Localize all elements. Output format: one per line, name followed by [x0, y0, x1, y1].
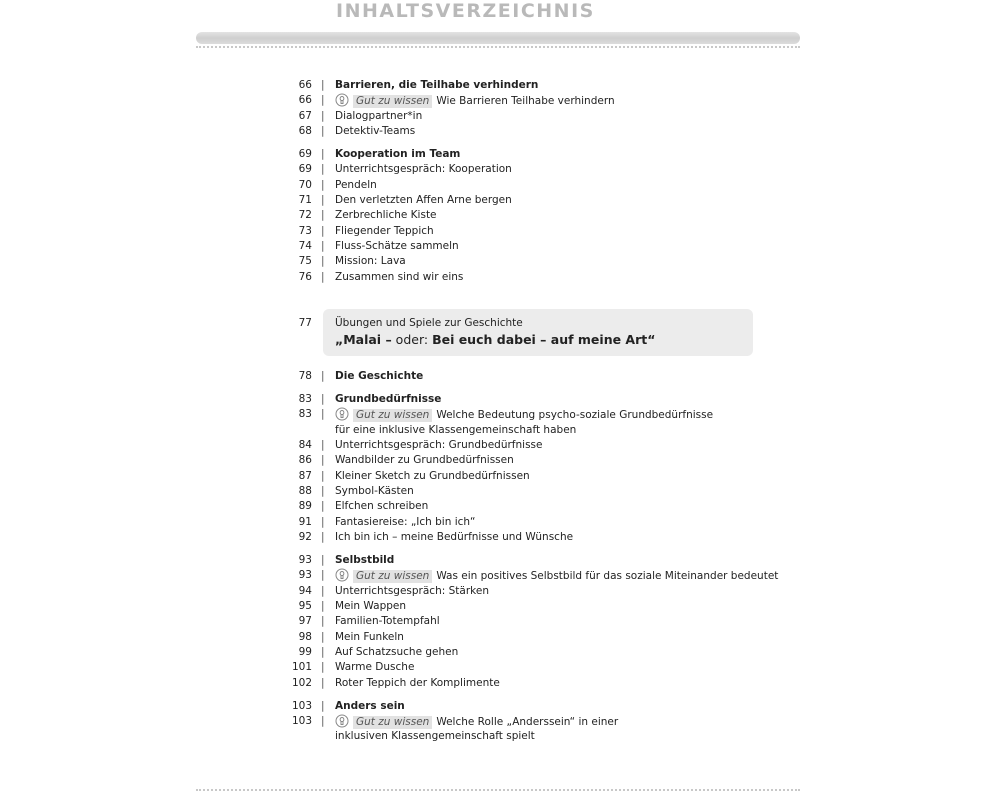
toc-entry — [0, 407, 1000, 422]
toc-separator: | — [321, 661, 325, 674]
toc-entry-text: Gut zu wissen Wie Barrieren Teilhabe verhindern — [335, 93, 615, 109]
toc-separator: | — [321, 584, 325, 597]
bottom-dotted-divider — [196, 789, 800, 791]
toc-separator: | — [321, 255, 325, 268]
toc-separator: | — [321, 209, 325, 222]
toc-separator: | — [321, 484, 325, 497]
toc-separator: | — [321, 147, 325, 160]
toc-page-number: 89 — [298, 500, 312, 513]
highlight-title — [335, 332, 655, 347]
header-brush-stroke — [196, 32, 800, 44]
toc-page-number: 101 — [291, 661, 312, 674]
toc-entry — [0, 178, 1000, 193]
toc-entry — [0, 515, 1000, 530]
toc-section-heading: Kooperation im Team — [335, 147, 461, 160]
toc-entry — [0, 469, 1000, 484]
toc-separator: | — [321, 515, 325, 528]
toc-separator: | — [321, 94, 325, 107]
toc-entry-text: inklusiven Klassengemeinschaft spielt — [335, 730, 535, 743]
toc-separator: | — [321, 109, 325, 122]
toc-entry-text: Mein Funkeln — [335, 630, 404, 643]
toc-page-number: 69 — [298, 163, 312, 176]
toc-page-number: 70 — [298, 178, 312, 191]
toc-entry — [0, 93, 1000, 108]
toc-section-heading: Anders sein — [335, 699, 405, 712]
toc-separator: | — [321, 392, 325, 405]
toc-page-number: 97 — [298, 615, 312, 628]
toc-page-number: 71 — [298, 193, 312, 206]
toc-separator: | — [321, 454, 325, 467]
toc-page-number: 87 — [298, 469, 312, 482]
toc-entry — [0, 614, 1000, 629]
toc-separator: | — [321, 193, 325, 206]
toc-entry — [0, 453, 1000, 468]
toc-separator: | — [321, 178, 325, 191]
toc-separator: | — [321, 615, 325, 628]
toc-entry-text: Unterrichtsgespräch: Stärken — [335, 584, 489, 597]
toc-page-number: 92 — [298, 531, 312, 543]
toc-entry — [0, 124, 1000, 139]
toc-entry-text: Warme Dusche — [335, 661, 415, 674]
toc-page-number: 84 — [298, 438, 312, 451]
toc-page-number: 83 — [298, 392, 312, 405]
lightbulb-icon — [335, 568, 349, 582]
toc-page-number: 68 — [298, 125, 312, 138]
toc-entry-text: Familien-Totempfahl — [335, 615, 440, 628]
toc-entry — [0, 254, 1000, 269]
lightbulb-icon — [335, 407, 349, 421]
toc-page-number: 103 — [291, 714, 312, 727]
toc-page-number: 83 — [298, 408, 312, 421]
toc-page-number: 75 — [298, 255, 312, 268]
toc-entry — [0, 729, 1000, 744]
gut-zu-wissen-badge: Gut zu wissen — [353, 570, 432, 583]
toc-page-number: 95 — [298, 599, 312, 612]
toc-separator: | — [321, 438, 325, 451]
toc-entry-text: Mein Wappen — [335, 599, 407, 612]
toc-entry-text: für eine inklusive Klassengemeinschaft haben — [335, 423, 577, 436]
toc-page-number: 76 — [298, 270, 312, 283]
lightbulb-icon — [335, 93, 349, 107]
toc-separator: | — [321, 240, 325, 252]
toc-entry-text: Mission: Lava — [335, 255, 406, 268]
toc-entry — [0, 270, 1000, 285]
toc-page-number: 69 — [298, 147, 312, 160]
toc-section-heading: Grundbedürfnisse — [335, 392, 442, 405]
toc-entry — [0, 553, 1000, 568]
toc-page-number: 103 — [291, 699, 312, 712]
toc-entry — [0, 438, 1000, 453]
toc-separator: | — [321, 224, 325, 237]
toc-entry — [0, 147, 1000, 162]
toc-section-heading: Barrieren, die Teilhabe verhindern — [335, 79, 539, 91]
toc-entry-text: Roter Teppich der Komplimente — [335, 676, 500, 689]
highlight-title-part3: Bei euch dabei – auf meine Art“ — [432, 332, 656, 347]
toc-separator: | — [321, 699, 325, 712]
toc-separator: | — [321, 553, 325, 566]
toc-entry — [0, 699, 1000, 714]
gut-zu-wissen-badge: Gut zu wissen — [353, 95, 432, 108]
toc-separator: | — [321, 599, 325, 612]
toc-entry — [0, 392, 1000, 407]
toc-separator: | — [321, 125, 325, 138]
toc-entry-text: Unterrichtsgespräch: Kooperation — [335, 163, 512, 176]
toc-entry-text: Elfchen schreiben — [335, 500, 429, 513]
toc-entry-text: Zerbrechliche Kiste — [335, 209, 437, 222]
toc-page-number: 66 — [298, 94, 312, 107]
highlight-subtitle: Übungen und Spiele zur Geschichte — [335, 317, 523, 329]
toc-page-number: 88 — [298, 484, 312, 497]
toc-separator: | — [321, 408, 325, 421]
toc-entry — [0, 369, 1000, 384]
toc-entry-text: Symbol-Kästen — [335, 484, 414, 497]
toc-entry — [0, 224, 1000, 239]
toc-entry — [0, 599, 1000, 614]
toc-entry — [0, 78, 1000, 93]
toc-page-number: 67 — [298, 109, 312, 122]
toc-entry-text: Gut zu wissen Welche Rolle „Anderssein“ in einer — [335, 714, 618, 730]
toc-entry — [0, 499, 1000, 514]
toc-entry-text: Kleiner Sketch zu Grundbedürfnissen — [335, 469, 530, 482]
toc-entry — [0, 676, 1000, 691]
toc-entry-text: Fantasiereise: „Ich bin ich“ — [335, 515, 476, 528]
toc-page-number: 66 — [298, 79, 312, 91]
toc-page-number: 93 — [298, 553, 312, 566]
toc-page-number: 102 — [291, 676, 312, 689]
toc-entry — [0, 162, 1000, 177]
toc-entry — [0, 568, 1000, 583]
toc-page-number: 94 — [298, 584, 312, 597]
toc-entry — [0, 714, 1000, 729]
toc-section-heading: Selbstbild — [335, 553, 395, 566]
highlight-title-part1: „Malai – — [335, 332, 392, 347]
toc-entry-text: Unterrichtsgespräch: Grundbedürfnisse — [335, 438, 543, 451]
toc-separator: | — [321, 270, 325, 283]
page-title: INHALTSVERZEICHNIS — [336, 0, 595, 22]
lightbulb-icon — [335, 714, 349, 728]
toc-separator: | — [321, 645, 325, 658]
toc-entry-text: Gut zu wissen Was ein positives Selbstbild für das soziale Miteinander bedeutet — [335, 568, 778, 584]
toc-separator: | — [321, 714, 325, 727]
toc-entry — [0, 530, 1000, 545]
toc-separator: | — [321, 531, 325, 543]
gut-zu-wissen-badge: Gut zu wissen — [353, 716, 432, 729]
toc-separator: | — [321, 163, 325, 176]
toc-page-number: 78 — [298, 370, 312, 382]
toc-entry-text: Fliegender Teppich — [335, 224, 434, 237]
toc-page-number: 91 — [298, 515, 312, 528]
toc-entry — [0, 109, 1000, 124]
toc-separator: | — [321, 79, 325, 91]
highlight-title-part2: oder: — [391, 332, 433, 347]
toc-entry — [0, 193, 1000, 208]
toc-entry-text: Pendeln — [335, 178, 377, 191]
toc-separator: | — [321, 469, 325, 482]
toc-section-heading: Die Geschichte — [335, 370, 424, 382]
toc-entry-text: Den verletzten Affen Arne bergen — [335, 193, 512, 206]
toc-entry — [0, 645, 1000, 660]
toc-page-number: 93 — [298, 569, 312, 582]
gut-zu-wissen-badge: Gut zu wissen — [353, 409, 432, 422]
toc-separator: | — [321, 630, 325, 643]
toc-entry-text: Wandbilder zu Grundbedürfnissen — [335, 454, 514, 467]
toc-page-number: 73 — [298, 224, 312, 237]
toc-entry-text: Ich bin ich – meine Bedürfnisse und Wünsche — [335, 531, 574, 543]
toc-page-number: 98 — [298, 630, 312, 643]
toc-page-number: 77 — [298, 317, 312, 329]
toc-page-number: 72 — [298, 209, 312, 222]
toc-entry-text: Dialogpartner*in — [335, 109, 423, 122]
toc-entry — [0, 239, 1000, 254]
toc-entry — [0, 484, 1000, 499]
toc-entry-text: Zusammen sind wir eins — [335, 270, 464, 283]
toc-entry — [0, 423, 1000, 438]
toc-entry — [0, 584, 1000, 599]
toc-entry-text: Gut zu wissen Welche Bedeutung psycho-soziale Grundbedürfnisse — [335, 407, 713, 423]
toc-entry — [0, 208, 1000, 223]
toc-entry-text: Detektiv-Teams — [335, 125, 416, 138]
toc-entry-text: Fluss-Schätze sammeln — [335, 240, 459, 252]
toc-separator: | — [321, 676, 325, 689]
toc-separator: | — [321, 370, 325, 382]
toc-page-number: 99 — [298, 645, 312, 658]
toc-entry — [0, 660, 1000, 675]
toc-page-number: 74 — [298, 240, 312, 252]
toc-entry — [0, 630, 1000, 645]
toc-separator: | — [321, 500, 325, 513]
toc-separator: | — [321, 569, 325, 582]
toc-entry-text: Auf Schatzsuche gehen — [335, 645, 459, 658]
top-dotted-divider — [196, 46, 800, 48]
toc-page-number: 86 — [298, 454, 312, 467]
